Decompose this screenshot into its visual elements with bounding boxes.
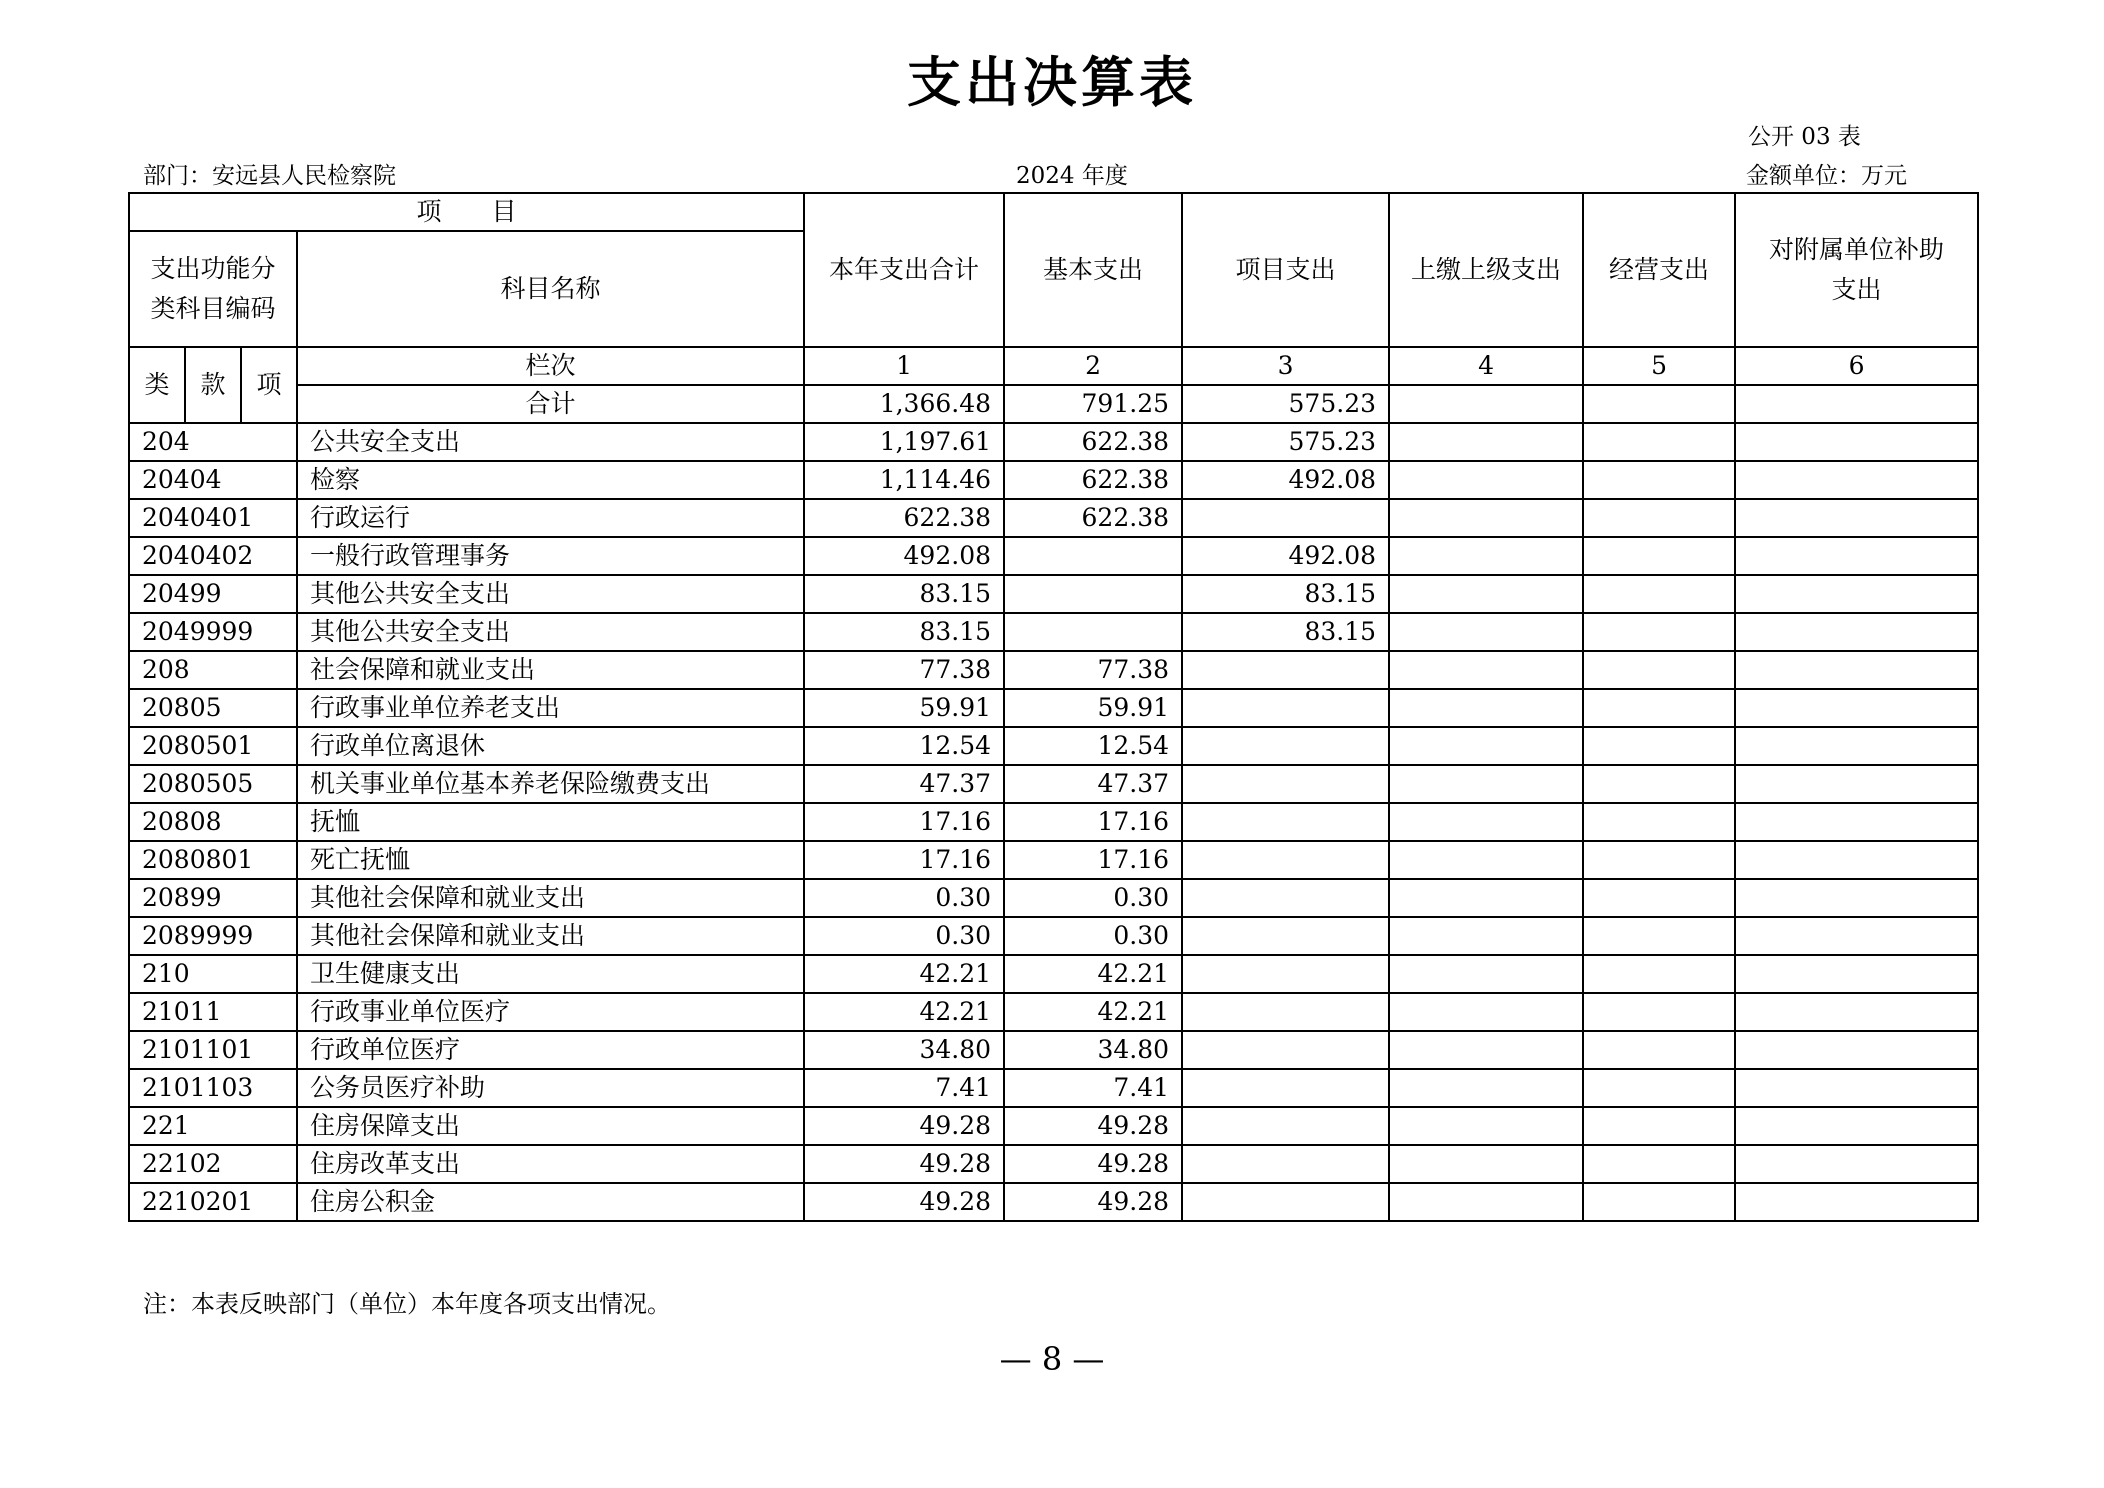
table-row: [129, 613, 1978, 651]
row-upper: [1389, 841, 1583, 879]
row-project: 83.15: [1182, 613, 1389, 651]
row-business: [1583, 727, 1735, 765]
row-name: 其他公共安全支出: [297, 613, 804, 651]
department-label: 部门：安远县人民检察院: [143, 163, 396, 189]
row-subsidy: [1735, 613, 1978, 651]
row-basic: 17.16: [1004, 841, 1182, 879]
row-name: 机关事业单位基本养老保险缴费支出: [297, 765, 804, 803]
row-project: 492.08: [1182, 461, 1389, 499]
row-code: 22102: [129, 1145, 297, 1183]
row-business: [1583, 1031, 1735, 1069]
row-basic: 77.38: [1004, 651, 1182, 689]
col-number-6: 6: [1735, 347, 1978, 385]
table-row: [129, 727, 1978, 765]
total-subsidy: [1735, 385, 1978, 423]
table-row: [129, 499, 1978, 537]
header-item: 项 目: [129, 193, 804, 231]
row-code: 20499: [129, 575, 297, 613]
row-total: 49.28: [804, 1183, 1004, 1221]
row-code: 2080801: [129, 841, 297, 879]
row-business: [1583, 461, 1735, 499]
row-project: [1182, 841, 1389, 879]
row-code: 210: [129, 955, 297, 993]
row-basic: [1004, 575, 1182, 613]
header-upper: 上缴上级支出: [1389, 193, 1583, 347]
row-business: [1583, 993, 1735, 1031]
row-project: [1182, 727, 1389, 765]
row-basic: 34.80: [1004, 1031, 1182, 1069]
total-sum: 1,366.48: [804, 385, 1004, 423]
row-code: 2089999: [129, 917, 297, 955]
row-subsidy: [1735, 727, 1978, 765]
row-project: [1182, 1069, 1389, 1107]
row-total: 17.16: [804, 841, 1004, 879]
row-project: [1182, 1107, 1389, 1145]
row-name: 行政单位医疗: [297, 1031, 804, 1069]
row-project: [1182, 1031, 1389, 1069]
row-basic: 42.21: [1004, 955, 1182, 993]
row-total: 47.37: [804, 765, 1004, 803]
row-name: 其他公共安全支出: [297, 575, 804, 613]
table-body: [129, 423, 1978, 1221]
table-row: [129, 1107, 1978, 1145]
row-code: 221: [129, 1107, 297, 1145]
fiscal-year: 2024 年度: [1016, 163, 1128, 189]
row-business: [1583, 423, 1735, 461]
row-upper: [1389, 1031, 1583, 1069]
row-name: 行政单位离退休: [297, 727, 804, 765]
row-subsidy: [1735, 1031, 1978, 1069]
row-business: [1583, 1069, 1735, 1107]
col-number-4: 4: [1389, 347, 1583, 385]
row-total: 34.80: [804, 1031, 1004, 1069]
row-business: [1583, 879, 1735, 917]
header-code: 支出功能分类科目编码: [129, 231, 297, 347]
row-code: 2040402: [129, 537, 297, 575]
row-upper: [1389, 423, 1583, 461]
table-row: [129, 1145, 1978, 1183]
table-row: [129, 537, 1978, 575]
total-business: [1583, 385, 1735, 423]
header-project: 项目支出: [1182, 193, 1389, 347]
col-number-3: 3: [1182, 347, 1389, 385]
table-note: 注：本表反映部门（单位）本年度各项支出情况。: [143, 1290, 671, 1318]
table-row: [129, 955, 1978, 993]
row-total: 0.30: [804, 879, 1004, 917]
col-number-5: 5: [1583, 347, 1735, 385]
row-basic: 0.30: [1004, 879, 1182, 917]
row-name: 住房公积金: [297, 1183, 804, 1221]
row-code: 20808: [129, 803, 297, 841]
row-code: 208: [129, 651, 297, 689]
table-row: [129, 841, 1978, 879]
row-basic: [1004, 613, 1182, 651]
col-number-1: 1: [804, 347, 1004, 385]
row-code: 21011: [129, 993, 297, 1031]
row-project: [1182, 917, 1389, 955]
row-code: 204: [129, 423, 297, 461]
row-subsidy: [1735, 879, 1978, 917]
header-total: 本年支出合计: [804, 193, 1004, 347]
row-upper: [1389, 917, 1583, 955]
row-code: 2080501: [129, 727, 297, 765]
total-project: 575.23: [1182, 385, 1389, 423]
row-project: [1182, 803, 1389, 841]
row-upper: [1389, 765, 1583, 803]
header-lei: 类: [129, 347, 185, 423]
row-subsidy: [1735, 423, 1978, 461]
row-basic: 622.38: [1004, 423, 1182, 461]
row-name: 行政事业单位医疗: [297, 993, 804, 1031]
row-subsidy: [1735, 841, 1978, 879]
row-business: [1583, 841, 1735, 879]
row-code: 2049999: [129, 613, 297, 651]
row-basic: 59.91: [1004, 689, 1182, 727]
row-total: 49.28: [804, 1107, 1004, 1145]
row-project: [1182, 765, 1389, 803]
row-name: 社会保障和就业支出: [297, 651, 804, 689]
amount-unit: 金额单位：万元: [1746, 163, 1907, 189]
row-name: 死亡抚恤: [297, 841, 804, 879]
row-name: 行政事业单位养老支出: [297, 689, 804, 727]
row-total: 1,197.61: [804, 423, 1004, 461]
row-upper: [1389, 689, 1583, 727]
row-code: 2210201: [129, 1183, 297, 1221]
table-row: [129, 651, 1978, 689]
row-subsidy: [1735, 461, 1978, 499]
row-project: [1182, 689, 1389, 727]
row-project: [1182, 879, 1389, 917]
table-row: [129, 461, 1978, 499]
row-business: [1583, 537, 1735, 575]
header-business: 经营支出: [1583, 193, 1735, 347]
row-basic: 622.38: [1004, 499, 1182, 537]
row-code: 2101103: [129, 1069, 297, 1107]
row-total: 42.21: [804, 955, 1004, 993]
row-subsidy: [1735, 499, 1978, 537]
row-total: 17.16: [804, 803, 1004, 841]
row-basic: 622.38: [1004, 461, 1182, 499]
row-code: 2080505: [129, 765, 297, 803]
row-upper: [1389, 461, 1583, 499]
page-number: — 8 —: [999, 1340, 1105, 1378]
row-subsidy: [1735, 537, 1978, 575]
row-name: 住房保障支出: [297, 1107, 804, 1145]
row-business: [1583, 955, 1735, 993]
row-subsidy: [1735, 1183, 1978, 1221]
table-row: [129, 765, 1978, 803]
row-upper: [1389, 1107, 1583, 1145]
header-lanci: 栏次: [297, 347, 804, 385]
row-total: 83.15: [804, 613, 1004, 651]
row-basic: 7.41: [1004, 1069, 1182, 1107]
row-code: 20404: [129, 461, 297, 499]
table-row: [129, 917, 1978, 955]
row-subsidy: [1735, 765, 1978, 803]
header-xiang: 项: [241, 347, 297, 423]
row-business: [1583, 765, 1735, 803]
row-name: 住房改革支出: [297, 1145, 804, 1183]
header-kuan: 款: [185, 347, 241, 423]
row-code: 20899: [129, 879, 297, 917]
row-project: [1182, 955, 1389, 993]
row-project: [1182, 993, 1389, 1031]
total-basic: 791.25: [1004, 385, 1182, 423]
row-business: [1583, 1107, 1735, 1145]
row-business: [1583, 917, 1735, 955]
row-business: [1583, 1145, 1735, 1183]
header-name: 科目名称: [297, 231, 804, 347]
table-row: [129, 575, 1978, 613]
row-total: 492.08: [804, 537, 1004, 575]
expenditure-table: [128, 192, 1979, 1222]
table-row: [129, 689, 1978, 727]
row-business: [1583, 1183, 1735, 1221]
row-subsidy: [1735, 1107, 1978, 1145]
col-number-2: 2: [1004, 347, 1182, 385]
row-upper: [1389, 613, 1583, 651]
row-name: 公务员医疗补助: [297, 1069, 804, 1107]
row-basic: 47.37: [1004, 765, 1182, 803]
row-name: 行政运行: [297, 499, 804, 537]
row-name: 一般行政管理事务: [297, 537, 804, 575]
row-upper: [1389, 879, 1583, 917]
row-business: [1583, 575, 1735, 613]
row-upper: [1389, 1145, 1583, 1183]
row-business: [1583, 499, 1735, 537]
row-total: 77.38: [804, 651, 1004, 689]
row-upper: [1389, 575, 1583, 613]
row-upper: [1389, 803, 1583, 841]
row-code: 20805: [129, 689, 297, 727]
table-row: [129, 1183, 1978, 1221]
row-subsidy: [1735, 803, 1978, 841]
row-project: 575.23: [1182, 423, 1389, 461]
row-upper: [1389, 499, 1583, 537]
row-basic: [1004, 537, 1182, 575]
row-subsidy: [1735, 651, 1978, 689]
row-total: 49.28: [804, 1145, 1004, 1183]
row-business: [1583, 689, 1735, 727]
row-project: 83.15: [1182, 575, 1389, 613]
row-basic: 49.28: [1004, 1145, 1182, 1183]
row-total: 7.41: [804, 1069, 1004, 1107]
row-project: [1182, 651, 1389, 689]
row-upper: [1389, 993, 1583, 1031]
row-subsidy: [1735, 955, 1978, 993]
row-name: 其他社会保障和就业支出: [297, 917, 804, 955]
row-subsidy: [1735, 993, 1978, 1031]
row-total: 0.30: [804, 917, 1004, 955]
page-title: 支出决算表: [907, 51, 1197, 114]
row-name: 其他社会保障和就业支出: [297, 879, 804, 917]
header-subsidy: 对附属单位补助支出: [1735, 193, 1978, 347]
table-row: [129, 879, 1978, 917]
row-subsidy: [1735, 689, 1978, 727]
row-project: [1182, 499, 1389, 537]
row-total: 42.21: [804, 993, 1004, 1031]
table-row: [129, 1031, 1978, 1069]
table-row: [129, 423, 1978, 461]
row-total: 59.91: [804, 689, 1004, 727]
row-code: 2040401: [129, 499, 297, 537]
row-total: 83.15: [804, 575, 1004, 613]
row-subsidy: [1735, 575, 1978, 613]
row-name: 公共安全支出: [297, 423, 804, 461]
row-basic: 49.28: [1004, 1107, 1182, 1145]
table-row: [129, 803, 1978, 841]
row-basic: 17.16: [1004, 803, 1182, 841]
row-name: 抚恤: [297, 803, 804, 841]
row-subsidy: [1735, 1069, 1978, 1107]
row-subsidy: [1735, 917, 1978, 955]
row-upper: [1389, 537, 1583, 575]
row-subsidy: [1735, 1145, 1978, 1183]
row-basic: 0.30: [1004, 917, 1182, 955]
row-code: 2101101: [129, 1031, 297, 1069]
row-total: 622.38: [804, 499, 1004, 537]
row-business: [1583, 803, 1735, 841]
total-label: 合计: [297, 385, 804, 423]
row-project: [1182, 1145, 1389, 1183]
row-total: 12.54: [804, 727, 1004, 765]
table-row: [129, 1069, 1978, 1107]
row-basic: 49.28: [1004, 1183, 1182, 1221]
row-basic: 42.21: [1004, 993, 1182, 1031]
row-upper: [1389, 651, 1583, 689]
table-row: [129, 993, 1978, 1031]
row-upper: [1389, 727, 1583, 765]
row-name: 卫生健康支出: [297, 955, 804, 993]
row-business: [1583, 651, 1735, 689]
row-project: [1182, 1183, 1389, 1221]
header-basic: 基本支出: [1004, 193, 1182, 347]
row-name: 检察: [297, 461, 804, 499]
form-number: 公开 03 表: [1748, 124, 1861, 150]
row-upper: [1389, 1069, 1583, 1107]
row-project: 492.08: [1182, 537, 1389, 575]
row-basic: 12.54: [1004, 727, 1182, 765]
row-upper: [1389, 955, 1583, 993]
row-upper: [1389, 1183, 1583, 1221]
row-business: [1583, 613, 1735, 651]
row-total: 1,114.46: [804, 461, 1004, 499]
total-upper: [1389, 385, 1583, 423]
